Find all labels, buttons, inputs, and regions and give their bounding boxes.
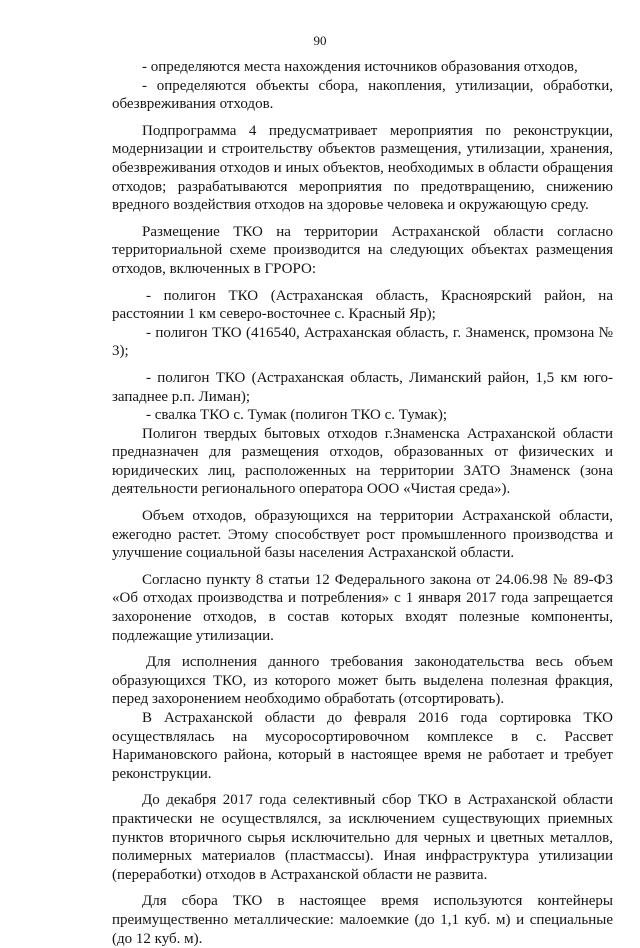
paragraph-subprogram-4: Подпрограмма 4 предусматривает мероприятия по реконструкции, модернизации и строительству объектов размещения, утилизации, хранения, обезвреживания отходов и иных объектов, необходимых в области обращения отходов; разрабатываются мероприятия по предотвращению, снижению вредного воздействия отходов на здоровье человека и окружающую среду. — [112, 122, 613, 214]
paragraph-polygon-znamensk: - полигон ТКО (416540, Астраханская область, г. Знаменск, промзона № 3); — [112, 324, 613, 360]
paragraph-containers: Для сбора ТКО в настоящее время используются контейнеры преимущественно металлические: малоемкие (до 1,1 куб. м) и специальные (до 12 куб. м). — [112, 893, 613, 947]
paragraph-polygon-liman: - полигон ТКО (Астраханская область, Лиманский район, 1,5 км юго-западнее р.п. Лиман); — [112, 369, 613, 405]
paragraph-waste-volume: Объем отходов, образующихся на территории Астраханской области, ежегодно растет. Этому способствует рост промышленного производства и улучшение социальной базы населения Астраханской области. — [112, 508, 613, 562]
paragraph-dump-tumak: - свалка ТКО с. Тумак (полигон ТКО с. Тумак); — [146, 407, 448, 424]
paragraph-polygon-krasny-yar: - полигон ТКО (Астраханская область, Красноярский район, на расстоянии 1 км северо-восточнее с. Красный Яр); — [112, 287, 613, 323]
paragraph-selective-collection: До декабря 2017 года селективный сбор ТКО в Астраханской области практически не осуществлялся, за исключением существующих приемных пунктов вторичного сырья исключительно для черных и цветных металлов, полимерных материалов (пластмассы). Иная инфраструктура утилизации (переработки) отходов в Астраханской области не развита. — [112, 792, 613, 883]
document-body — [112, 58, 613, 948]
paragraph-bullet-objects: - определяются объекты сбора, накопления, утилизации, обработки, обезвреживания отходов. — [112, 77, 613, 113]
paragraph-law-requirement: Для исполнения данного требования законодательства весь объем образующихся ТКО, из которого может быть выделена полезная фракция, перед захоронением необходимо обработать (отсортировать). — [112, 654, 613, 708]
paragraph-federal-law: Согласно пункту 8 статьи 12 Федерального закона от 24.06.98 № 89-ФЗ «Об отходах производства и потребления» с 1 января 2017 года запрещается захоронение отходов, в состав которых входят полезные компоненты, подлежащие утилизации. — [112, 571, 613, 644]
page-number: 90 — [313, 33, 327, 48]
paragraph-bullet-sources: - определяются места нахождения источников образования отходов, — [142, 59, 578, 75]
paragraph-tko-placement: Размещение ТКО на территории Астраханской области согласно территориальной схеме производится на следующих объектах размещения отходов, включенных в ГРОРО: — [112, 223, 613, 277]
paragraph-znamensk-landfill: Полигон твердых бытовых отходов г.Знаменска Астраханской области предназначен для размещения отходов, образованных от физических и юридических лиц, расположенных на территории ЗАТО Знаменск (зона деятельности регионального оператора ООО «Чистая среда»). — [112, 425, 613, 498]
paragraph-sorting-complex: В Астраханской области до февраля 2016 года сортировка ТКО осуществлялась на мусоросортировочном комплексе в с. Рассвет Наримановского района, который в настоящее время не работает и требует реконструкции. — [112, 710, 613, 782]
